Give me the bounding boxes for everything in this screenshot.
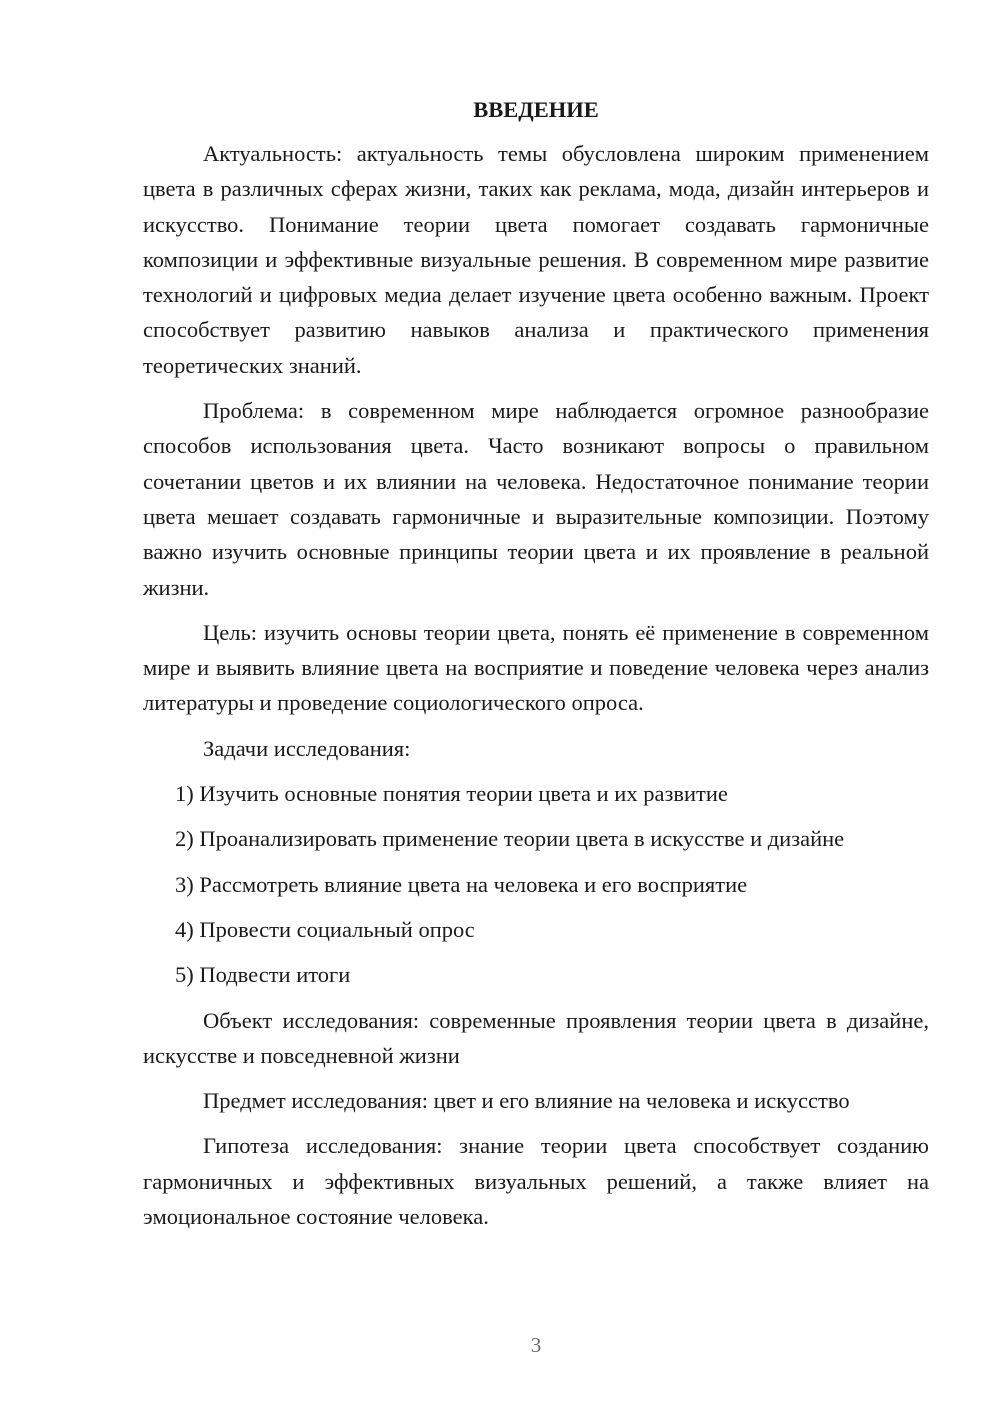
task-item: 3) Рассмотреть влияние цвета на человека и его восприятие — [175, 871, 748, 897]
task-item: 1) Изучить основные понятия теории цвета и их развитие — [175, 781, 728, 807]
document-body — [143, 94, 929, 1244]
task-item: 5) Подвести итоги — [175, 962, 351, 988]
tasks-heading: Задачи исследования: — [203, 735, 411, 761]
section-heading: ВВЕДЕНИЕ — [473, 97, 599, 122]
object-paragraph: Объект исследования: современные проявления теории цвета в дизайне, искусстве и повседневной жизни — [143, 1007, 929, 1068]
problem-paragraph: Проблема: в современном мире наблюдается огромное разнообразие способов использования цвета. Часто возникают вопросы о правильном сочетании цветов и их влиянии на человека. Недостаточное понимание теории цвета мешает создавать гармоничные и выразительные композиции. Поэтому важно изучить основные принципы теории цвета и их проявление в реальной жизни. — [143, 398, 929, 600]
tasks-list — [143, 776, 929, 992]
page-number: 3 — [530, 1333, 542, 1357]
hypothesis-paragraph: Гипотеза исследования: знание теории цвета способствует созданию гармоничных и эффективных визуальных решений, а также влияет на эмоциональное состояние человека. — [143, 1133, 929, 1230]
task-item: 2) Проанализировать применение теории цвета в искусстве и дизайне — [175, 826, 845, 852]
subject-paragraph: Предмет исследования: цвет и его влияние на человека и искусство — [203, 1088, 850, 1114]
task-item: 4) Провести социальный опрос — [175, 916, 475, 942]
goal-paragraph: Цель: изучить основы теории цвета, понять её применение в современном мире и выявить влияние цвета на восприятие и поведение человека через анализ литературы и проведение социологического опроса. — [143, 619, 929, 716]
relevance-paragraph: Актуальность: актуальность темы обусловлена широким применением цвета в различных сферах жизни, таких как реклама, мода, дизайн интерьеров и искусство. Понимание теории цвета помогает создавать гармоничные композиции и эффективные визуальные решения. В современном мире развитие технологий и цифровых медиа делает изучение цвета особенно важным. Проект способствует развитию навыков анализа и практического применения теоретических знаний. — [143, 141, 929, 378]
